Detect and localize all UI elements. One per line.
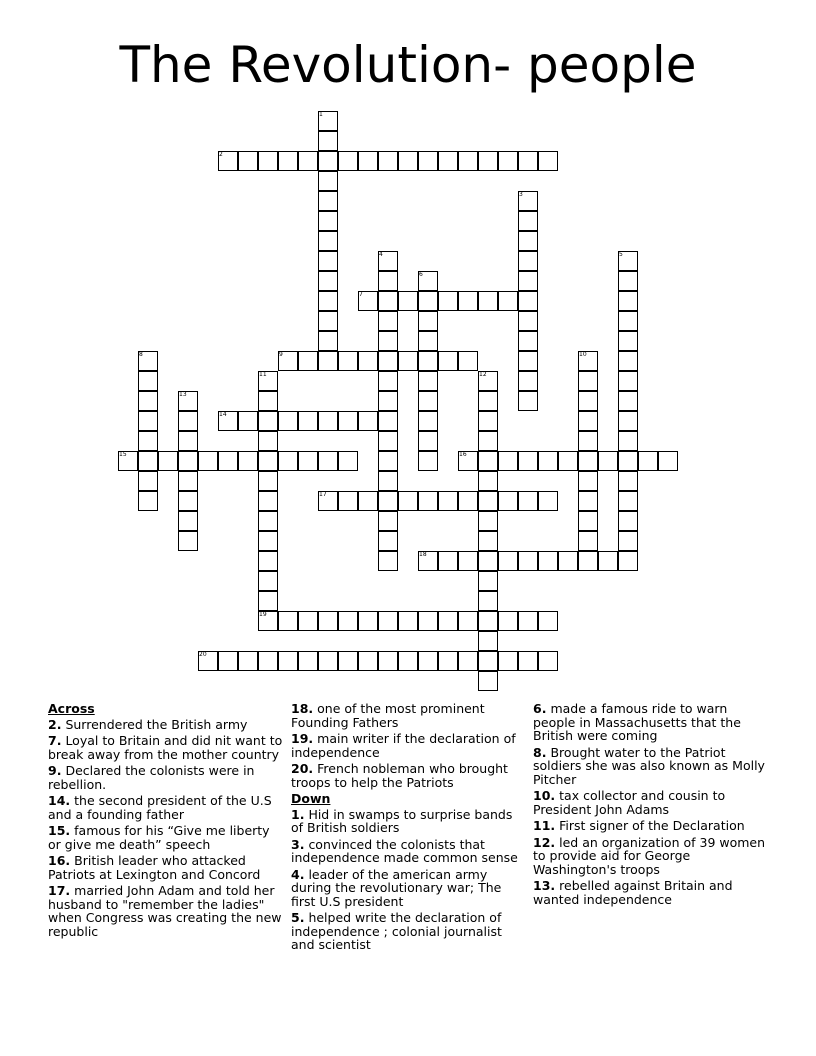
grid-cell[interactable] bbox=[518, 491, 538, 511]
grid-cell[interactable] bbox=[178, 411, 198, 431]
grid-cell[interactable] bbox=[578, 451, 598, 471]
clue-number: 11. bbox=[533, 818, 556, 833]
grid-cell[interactable] bbox=[378, 491, 398, 511]
cell-number: 9 bbox=[279, 351, 283, 358]
grid-cell[interactable] bbox=[618, 351, 638, 371]
grid-cell[interactable] bbox=[578, 511, 598, 531]
grid-cell[interactable] bbox=[318, 311, 338, 331]
grid-cell[interactable] bbox=[218, 451, 238, 471]
grid-cell[interactable] bbox=[318, 251, 338, 271]
grid-cell[interactable] bbox=[418, 311, 438, 331]
grid-cell[interactable] bbox=[578, 471, 598, 491]
grid-cell[interactable] bbox=[258, 451, 278, 471]
grid-cell[interactable] bbox=[498, 611, 518, 631]
grid-cell[interactable] bbox=[498, 491, 518, 511]
grid-cell[interactable] bbox=[418, 391, 438, 411]
grid-cell[interactable] bbox=[178, 511, 198, 531]
grid-cell[interactable] bbox=[378, 451, 398, 471]
grid-cell[interactable] bbox=[258, 491, 278, 511]
grid-cell[interactable] bbox=[298, 411, 318, 431]
clue-number: 2. bbox=[48, 716, 62, 732]
clue-number: 18. bbox=[291, 701, 314, 716]
clue-text: French nobleman who brought troops to help the Patriots bbox=[291, 761, 508, 790]
grid-cell[interactable] bbox=[378, 611, 398, 631]
grid-cell[interactable] bbox=[378, 551, 398, 571]
clue-across-19 bbox=[291, 732, 527, 759]
grid-cell[interactable] bbox=[618, 551, 638, 571]
clue-column-3 bbox=[533, 702, 769, 909]
grid-cell[interactable] bbox=[438, 611, 458, 631]
grid-cell[interactable] bbox=[478, 591, 498, 611]
clue-text: the second president of the U.S and a founding father bbox=[48, 793, 272, 822]
clue-text: leader of the american army during the revolutionary war; The first U.S president bbox=[291, 866, 502, 909]
clue-down-12 bbox=[533, 836, 769, 877]
clue-number: 10. bbox=[533, 788, 556, 803]
grid-cell[interactable] bbox=[278, 151, 298, 171]
clue-number: 14. bbox=[48, 793, 71, 808]
grid-cell[interactable] bbox=[398, 611, 418, 631]
grid-cell[interactable] bbox=[338, 411, 358, 431]
grid-cell[interactable] bbox=[598, 551, 618, 571]
clue-text: married John Adam and told her husband to "remember the ladies" when Congress was creating the new republic bbox=[48, 883, 282, 939]
clue-number: 17. bbox=[48, 883, 71, 898]
grid-cell[interactable] bbox=[258, 571, 278, 591]
grid-cell[interactable] bbox=[238, 411, 258, 431]
grid-cell[interactable] bbox=[418, 611, 438, 631]
grid-cell[interactable] bbox=[318, 131, 338, 151]
grid-cell[interactable] bbox=[258, 651, 278, 671]
grid-cell[interactable] bbox=[478, 391, 498, 411]
grid-cell[interactable] bbox=[438, 291, 458, 311]
clue-down-13 bbox=[533, 879, 769, 906]
grid-cell[interactable] bbox=[518, 551, 538, 571]
grid-cell[interactable] bbox=[258, 551, 278, 571]
grid-cell[interactable] bbox=[518, 351, 538, 371]
grid-cell[interactable] bbox=[498, 551, 518, 571]
grid-cell[interactable] bbox=[138, 471, 158, 491]
grid-cell[interactable] bbox=[178, 451, 198, 471]
clue-number: 13. bbox=[533, 878, 556, 893]
clue-down-3 bbox=[291, 838, 527, 865]
grid-cell[interactable] bbox=[378, 431, 398, 451]
cell-number: 8 bbox=[139, 351, 143, 358]
grid-cell[interactable] bbox=[518, 151, 538, 171]
grid-cell[interactable] bbox=[478, 151, 498, 171]
grid-cell[interactable] bbox=[618, 531, 638, 551]
grid-cell[interactable] bbox=[498, 651, 518, 671]
clue-text: one of the most prominent Founding Fathers bbox=[291, 701, 485, 730]
grid-cell[interactable] bbox=[618, 491, 638, 511]
grid-cell[interactable] bbox=[578, 391, 598, 411]
grid-cell[interactable] bbox=[438, 551, 458, 571]
clue-down-10 bbox=[533, 789, 769, 816]
grid-cell[interactable] bbox=[258, 411, 278, 431]
clue-across-2 bbox=[48, 718, 284, 732]
grid-cell[interactable] bbox=[618, 451, 638, 471]
grid-cell[interactable] bbox=[438, 151, 458, 171]
grid-cell[interactable] bbox=[538, 491, 558, 511]
grid-cell[interactable] bbox=[378, 531, 398, 551]
clue-text: Surrendered the British army bbox=[65, 716, 248, 732]
grid-cell[interactable] bbox=[218, 651, 238, 671]
clue-across-16 bbox=[48, 854, 284, 881]
grid-cell[interactable] bbox=[158, 451, 178, 471]
clue-text: Declared the colonists were in rebellion. bbox=[48, 763, 255, 792]
grid-cell[interactable] bbox=[518, 251, 538, 271]
clue-text: Loyal to Britain and did nit want to break away from the mother country bbox=[48, 733, 283, 762]
grid-cell[interactable] bbox=[318, 171, 338, 191]
grid-cell[interactable] bbox=[518, 211, 538, 231]
grid-cell[interactable] bbox=[418, 431, 438, 451]
grid-cell[interactable] bbox=[518, 291, 538, 311]
grid-cell[interactable] bbox=[518, 371, 538, 391]
grid-cell[interactable] bbox=[518, 651, 538, 671]
grid-cell[interactable] bbox=[258, 391, 278, 411]
grid-cell[interactable] bbox=[418, 351, 438, 371]
grid-cell[interactable] bbox=[198, 451, 218, 471]
grid-cell[interactable] bbox=[478, 471, 498, 491]
grid-cell[interactable] bbox=[538, 151, 558, 171]
clue-down-5 bbox=[291, 911, 527, 952]
grid-cell[interactable] bbox=[378, 651, 398, 671]
clue-down-6 bbox=[533, 702, 769, 743]
cell-number: 10 bbox=[579, 351, 587, 358]
grid-cell[interactable] bbox=[318, 351, 338, 371]
grid-cell[interactable] bbox=[578, 551, 598, 571]
cell-number: 20 bbox=[199, 651, 207, 658]
grid-cell[interactable] bbox=[518, 271, 538, 291]
grid-cell[interactable] bbox=[518, 391, 538, 411]
clue-text: famous for his “Give me liberty or give me death” speech bbox=[48, 823, 270, 852]
grid-cell[interactable] bbox=[418, 451, 438, 471]
grid-cell[interactable] bbox=[298, 451, 318, 471]
grid-cell[interactable] bbox=[358, 651, 378, 671]
clue-text: tax collector and cousin to President John Adams bbox=[533, 788, 726, 817]
grid-cell[interactable] bbox=[518, 611, 538, 631]
clue-across-14 bbox=[48, 794, 284, 821]
grid-cell[interactable] bbox=[238, 651, 258, 671]
cell-number: 6 bbox=[419, 271, 423, 278]
grid-cell[interactable] bbox=[478, 511, 498, 531]
grid-cell[interactable] bbox=[478, 551, 498, 571]
grid-cell[interactable] bbox=[398, 491, 418, 511]
grid-cell[interactable] bbox=[458, 291, 478, 311]
grid-cell[interactable] bbox=[278, 451, 298, 471]
clue-text: Brought water to the Patriot soldiers she was also known as Molly Pitcher bbox=[533, 744, 765, 787]
grid-cell[interactable] bbox=[418, 371, 438, 391]
clue-number: 15. bbox=[48, 823, 71, 838]
clue-across-20 bbox=[291, 762, 527, 789]
grid-cell[interactable] bbox=[318, 611, 338, 631]
grid-cell[interactable] bbox=[618, 371, 638, 391]
grid-cell[interactable] bbox=[438, 651, 458, 671]
grid-cell[interactable] bbox=[478, 671, 498, 691]
grid-cell[interactable] bbox=[478, 631, 498, 651]
grid-cell[interactable] bbox=[378, 331, 398, 351]
cell-number: 4 bbox=[379, 251, 383, 258]
clue-number: 20. bbox=[291, 761, 314, 776]
grid-cell[interactable] bbox=[178, 471, 198, 491]
grid-cell[interactable] bbox=[518, 331, 538, 351]
cell-number: 18 bbox=[419, 551, 427, 558]
grid-cell[interactable] bbox=[378, 311, 398, 331]
grid-cell[interactable] bbox=[438, 491, 458, 511]
grid-cell[interactable] bbox=[378, 271, 398, 291]
grid-cell[interactable] bbox=[338, 151, 358, 171]
grid-cell[interactable] bbox=[478, 571, 498, 591]
grid-cell[interactable] bbox=[618, 311, 638, 331]
clue-down-11 bbox=[533, 819, 769, 833]
grid-cell[interactable] bbox=[138, 391, 158, 411]
grid-cell[interactable] bbox=[598, 451, 618, 471]
grid-cell[interactable] bbox=[478, 431, 498, 451]
grid-cell[interactable] bbox=[318, 271, 338, 291]
grid-cell[interactable] bbox=[298, 351, 318, 371]
clue-text: rebelled against Britain and wanted independence bbox=[533, 878, 733, 907]
grid-cell[interactable] bbox=[478, 291, 498, 311]
grid-cell[interactable] bbox=[458, 151, 478, 171]
grid-cell[interactable] bbox=[578, 531, 598, 551]
grid-cell[interactable] bbox=[358, 151, 378, 171]
clue-number: 6. bbox=[533, 701, 547, 716]
grid-cell[interactable] bbox=[578, 431, 598, 451]
grid-cell[interactable] bbox=[258, 531, 278, 551]
grid-cell[interactable] bbox=[578, 371, 598, 391]
grid-cell[interactable] bbox=[378, 291, 398, 311]
grid-cell[interactable] bbox=[478, 411, 498, 431]
grid-cell[interactable] bbox=[618, 431, 638, 451]
grid-cell[interactable] bbox=[138, 451, 158, 471]
cell-number: 2 bbox=[219, 151, 223, 158]
grid-cell[interactable] bbox=[258, 151, 278, 171]
grid-cell[interactable] bbox=[178, 431, 198, 451]
grid-cell[interactable] bbox=[278, 611, 298, 631]
grid-cell[interactable] bbox=[478, 651, 498, 671]
clue-across-18 bbox=[291, 702, 527, 729]
cell-number: 5 bbox=[619, 251, 623, 258]
grid-cell[interactable] bbox=[178, 491, 198, 511]
grid-cell[interactable] bbox=[358, 611, 378, 631]
clue-down-1 bbox=[291, 808, 527, 835]
grid-cell[interactable] bbox=[138, 431, 158, 451]
grid-cell[interactable] bbox=[518, 311, 538, 331]
grid-cell[interactable] bbox=[338, 611, 358, 631]
grid-cell[interactable] bbox=[478, 491, 498, 511]
grid-cell[interactable] bbox=[418, 651, 438, 671]
clue-column-2 bbox=[291, 702, 527, 955]
grid-cell[interactable] bbox=[318, 411, 338, 431]
grid-cell[interactable] bbox=[618, 411, 638, 431]
grid-cell[interactable] bbox=[398, 151, 418, 171]
grid-cell[interactable] bbox=[178, 531, 198, 551]
grid-cell[interactable] bbox=[658, 451, 678, 471]
grid-cell[interactable] bbox=[578, 411, 598, 431]
clue-across-7 bbox=[48, 734, 284, 761]
grid-cell[interactable] bbox=[258, 471, 278, 491]
grid-cell[interactable] bbox=[418, 151, 438, 171]
grid-cell[interactable] bbox=[318, 191, 338, 211]
clue-number: 9. bbox=[48, 763, 62, 778]
cell-number: 17 bbox=[319, 491, 327, 498]
grid-cell[interactable] bbox=[538, 551, 558, 571]
clue-number: 1. bbox=[291, 806, 305, 822]
cell-number: 12 bbox=[479, 371, 487, 378]
grid-cell[interactable] bbox=[378, 391, 398, 411]
grid-cell[interactable] bbox=[378, 411, 398, 431]
grid-cell[interactable] bbox=[458, 651, 478, 671]
clue-number: 5. bbox=[291, 910, 305, 925]
grid-cell[interactable] bbox=[378, 471, 398, 491]
grid-cell[interactable] bbox=[458, 611, 478, 631]
grid-cell[interactable] bbox=[318, 451, 338, 471]
grid-cell[interactable] bbox=[498, 291, 518, 311]
grid-cell[interactable] bbox=[318, 331, 338, 351]
clue-across-17 bbox=[48, 884, 284, 938]
puzzle-title: The Revolution- people bbox=[119, 36, 697, 94]
cell-number: 14 bbox=[219, 411, 227, 418]
grid-cell[interactable] bbox=[618, 331, 638, 351]
grid-cell[interactable] bbox=[458, 351, 478, 371]
clue-number: 8. bbox=[533, 744, 547, 760]
grid-cell[interactable] bbox=[618, 271, 638, 291]
grid-cell[interactable] bbox=[418, 491, 438, 511]
clue-text: main writer if the declaration of independence bbox=[291, 731, 516, 760]
grid-cell[interactable] bbox=[398, 351, 418, 371]
clue-across-15 bbox=[48, 824, 284, 851]
clue-down-8 bbox=[533, 746, 769, 787]
grid-cell[interactable] bbox=[278, 411, 298, 431]
grid-cell[interactable] bbox=[318, 151, 338, 171]
grid-cell[interactable] bbox=[358, 491, 378, 511]
clue-across-9 bbox=[48, 764, 284, 791]
clue-text: British leader who attacked Patriots at Lexington and Concord bbox=[48, 853, 261, 882]
grid-cell[interactable] bbox=[318, 231, 338, 251]
cell-number: 13 bbox=[179, 391, 187, 398]
grid-cell[interactable] bbox=[458, 491, 478, 511]
clue-text: led an organization of 39 women to provide aid for George Washington's troops bbox=[533, 834, 766, 877]
clue-down-4 bbox=[291, 868, 527, 909]
grid-cell[interactable] bbox=[298, 151, 318, 171]
grid-cell[interactable] bbox=[318, 211, 338, 231]
clue-number: 3. bbox=[291, 836, 305, 852]
grid-cell[interactable] bbox=[258, 591, 278, 611]
clue-number: 7. bbox=[48, 733, 62, 748]
grid-cell[interactable] bbox=[338, 651, 358, 671]
clue-number: 16. bbox=[48, 853, 71, 868]
grid-cell[interactable] bbox=[258, 511, 278, 531]
clue-text: made a famous ride to warn people in Massachusetts that the British were coming bbox=[533, 701, 741, 743]
cell-number: 1 bbox=[319, 111, 323, 118]
grid-cell[interactable] bbox=[478, 531, 498, 551]
grid-cell[interactable] bbox=[338, 351, 358, 371]
grid-cell[interactable] bbox=[238, 451, 258, 471]
cell-number: 16 bbox=[459, 451, 467, 458]
grid-cell[interactable] bbox=[418, 411, 438, 431]
cell-number: 3 bbox=[519, 191, 523, 198]
grid-cell[interactable] bbox=[418, 331, 438, 351]
grid-cell[interactable] bbox=[358, 411, 378, 431]
grid-cell[interactable] bbox=[378, 151, 398, 171]
grid-cell[interactable] bbox=[478, 611, 498, 631]
clue-text: convinced the colonists that independence made common sense bbox=[291, 836, 518, 865]
grid-cell[interactable] bbox=[238, 151, 258, 171]
grid-cell[interactable] bbox=[398, 651, 418, 671]
clue-number: 12. bbox=[533, 834, 556, 850]
grid-cell[interactable] bbox=[638, 451, 658, 471]
grid-cell[interactable] bbox=[318, 651, 338, 671]
grid-cell[interactable] bbox=[358, 351, 378, 371]
cell-number: 7 bbox=[359, 291, 363, 298]
grid-cell[interactable] bbox=[518, 451, 538, 471]
across-heading: Across bbox=[48, 701, 95, 716]
grid-cell[interactable] bbox=[558, 551, 578, 571]
grid-cell[interactable] bbox=[338, 451, 358, 471]
grid-cell[interactable] bbox=[558, 451, 578, 471]
grid-cell[interactable] bbox=[438, 351, 458, 371]
grid-cell[interactable] bbox=[298, 651, 318, 671]
cell-number: 11 bbox=[259, 371, 267, 378]
grid-cell[interactable] bbox=[498, 451, 518, 471]
clue-text: Hid in swamps to surprise bands of British soldiers bbox=[291, 806, 513, 835]
grid-cell[interactable] bbox=[258, 431, 278, 451]
grid-cell[interactable] bbox=[418, 291, 438, 311]
grid-cell[interactable] bbox=[538, 651, 558, 671]
grid-cell[interactable] bbox=[138, 371, 158, 391]
grid-cell[interactable] bbox=[618, 391, 638, 411]
grid-cell[interactable] bbox=[138, 411, 158, 431]
grid-cell[interactable] bbox=[458, 551, 478, 571]
clue-column-1 bbox=[48, 702, 284, 941]
grid-cell[interactable] bbox=[538, 611, 558, 631]
grid-cell[interactable] bbox=[498, 151, 518, 171]
grid-cell[interactable] bbox=[338, 491, 358, 511]
grid-cell[interactable] bbox=[278, 651, 298, 671]
grid-cell[interactable] bbox=[538, 451, 558, 471]
cell-number: 19 bbox=[259, 611, 267, 618]
grid-cell[interactable] bbox=[518, 231, 538, 251]
grid-cell[interactable] bbox=[618, 511, 638, 531]
grid-cell[interactable] bbox=[138, 491, 158, 511]
grid-cell[interactable] bbox=[378, 511, 398, 531]
grid-cell[interactable] bbox=[318, 291, 338, 311]
clue-text: First signer of the Declaration bbox=[559, 818, 745, 833]
grid-cell[interactable] bbox=[378, 371, 398, 391]
down-heading: Down bbox=[291, 791, 331, 806]
grid-cell[interactable] bbox=[298, 611, 318, 631]
grid-cell[interactable] bbox=[618, 291, 638, 311]
cell-number: 15 bbox=[119, 451, 127, 458]
grid-cell[interactable] bbox=[378, 351, 398, 371]
grid-cell[interactable] bbox=[618, 471, 638, 491]
clue-number: 4. bbox=[291, 866, 305, 882]
grid-cell[interactable] bbox=[398, 291, 418, 311]
clue-text: helped write the declaration of independence ; colonial journalist and scientist bbox=[291, 910, 502, 952]
clue-number: 19. bbox=[291, 731, 314, 746]
grid-cell[interactable] bbox=[478, 451, 498, 471]
grid-cell[interactable] bbox=[578, 491, 598, 511]
